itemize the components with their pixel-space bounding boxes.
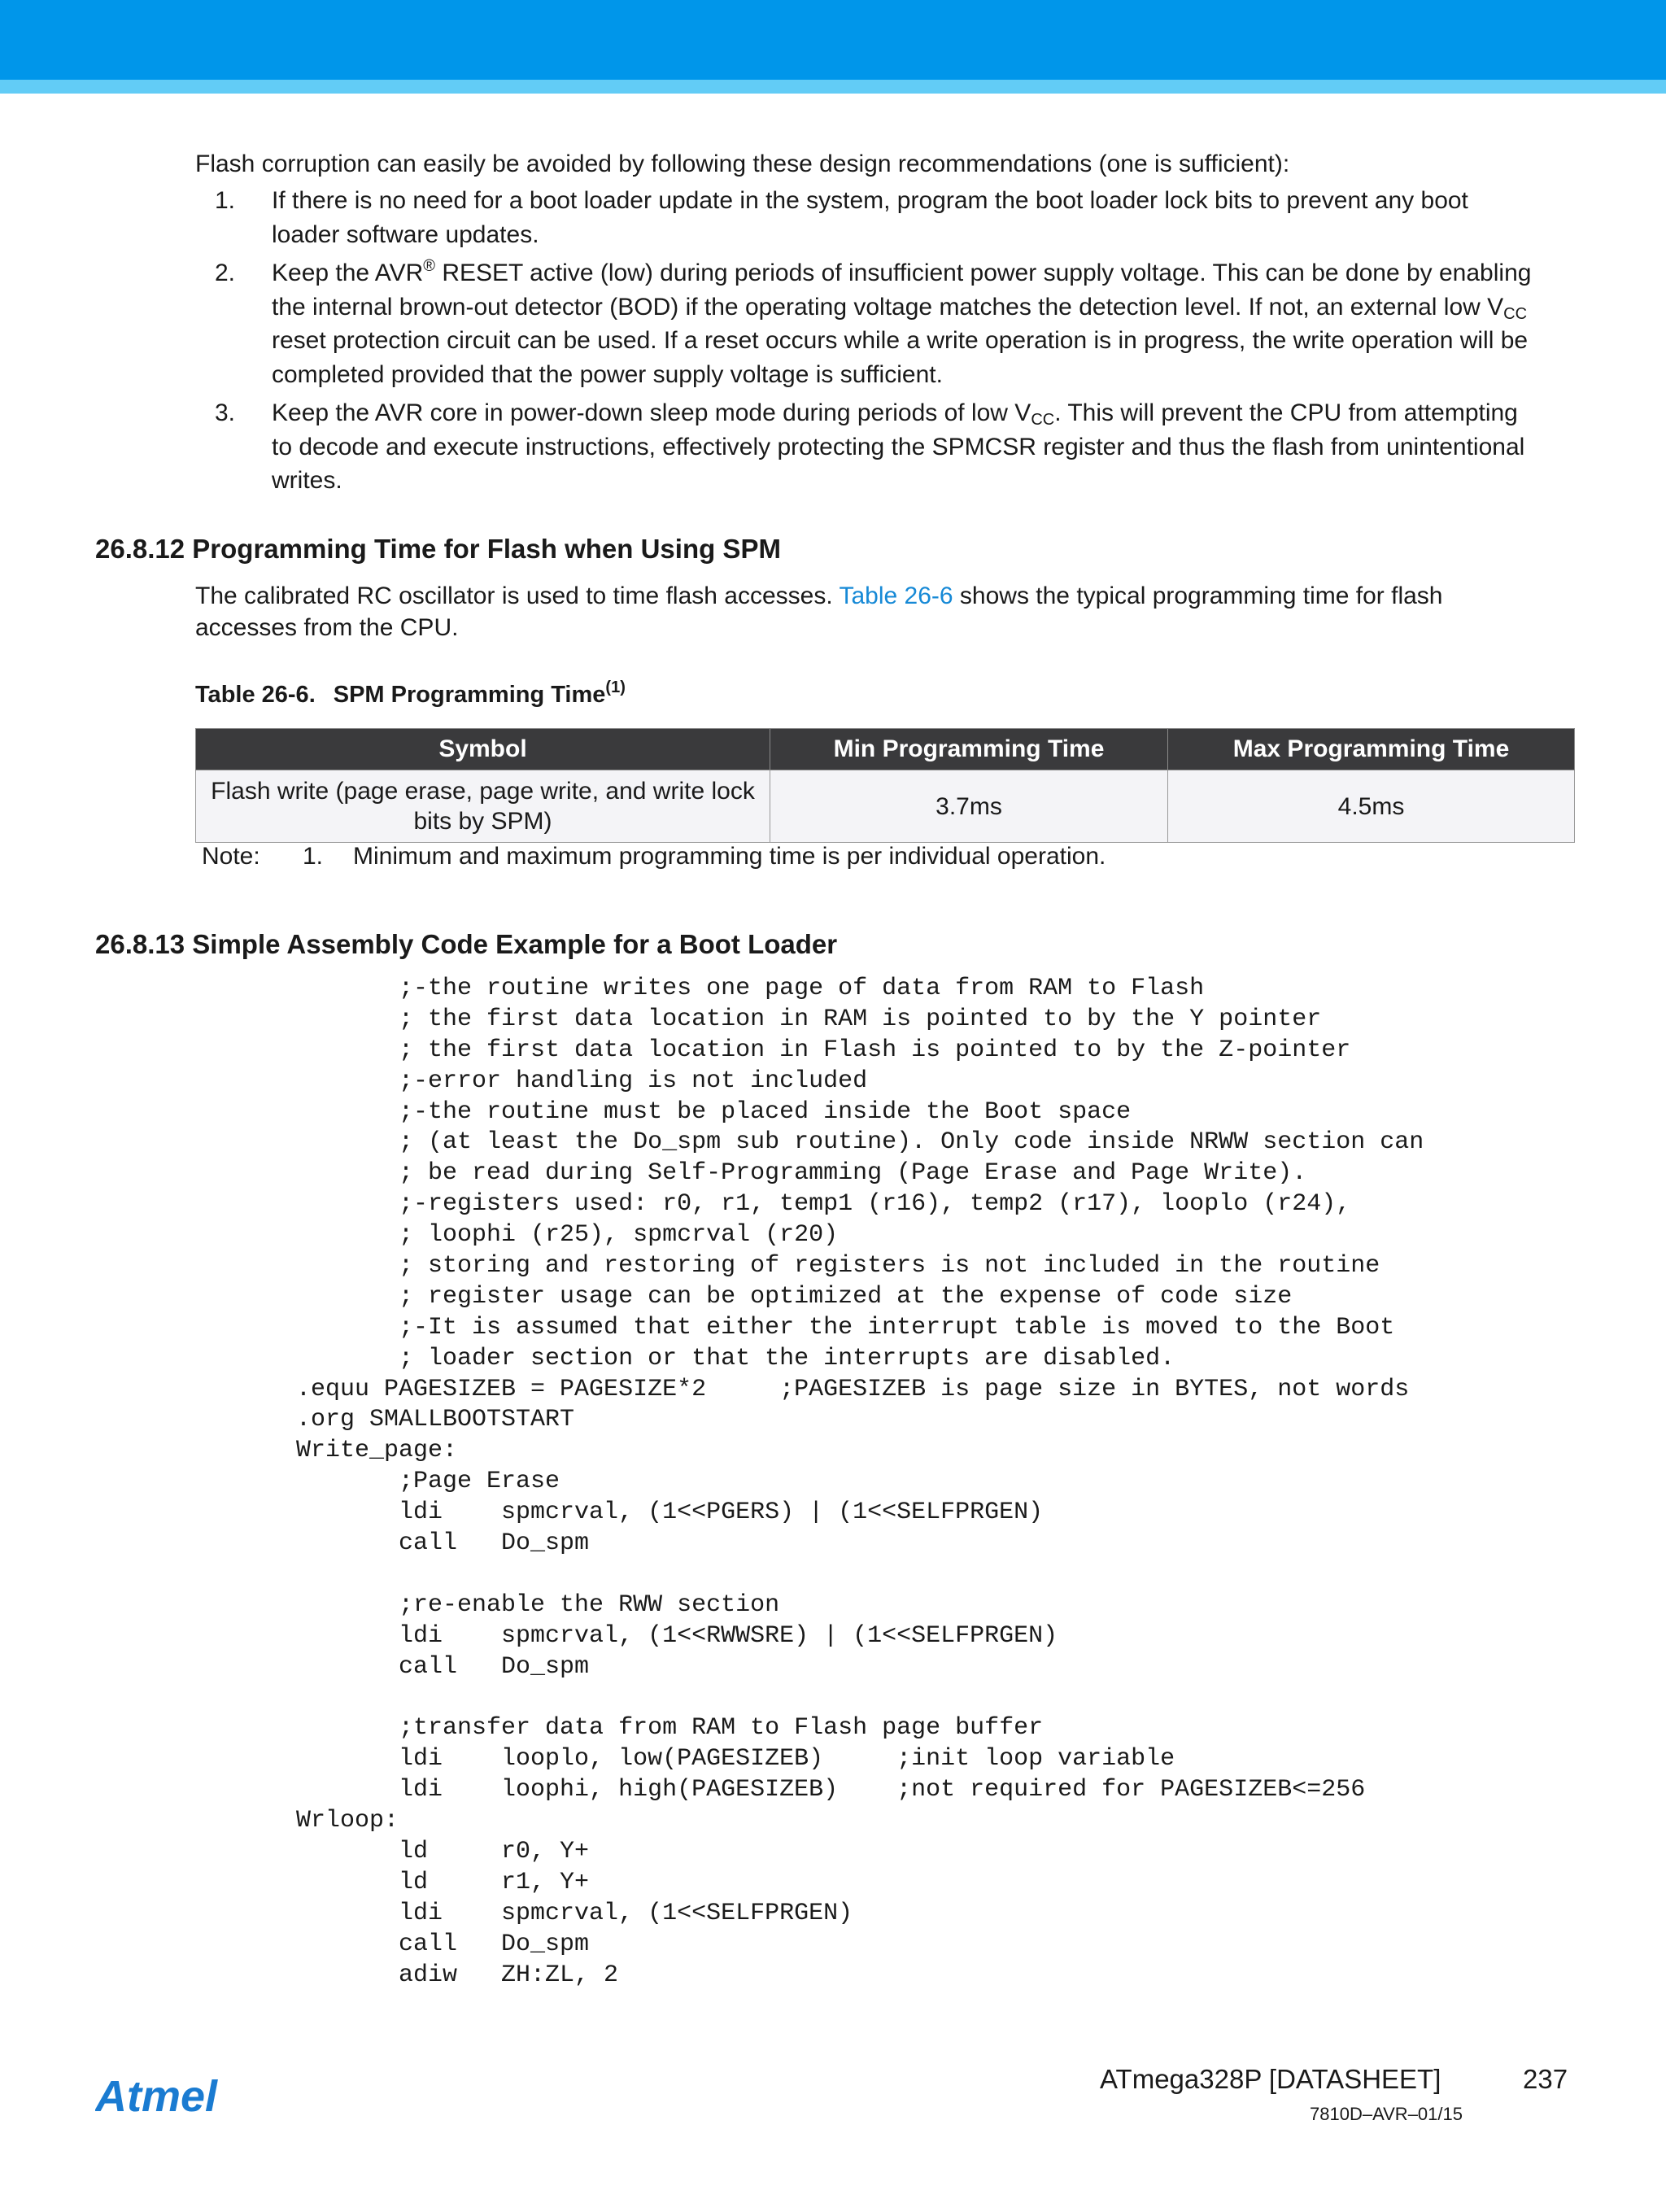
code-line: ldi spmcrval, (1<<PGERS) | (1<<SELFPRGEN) xyxy=(296,1499,1044,1527)
code-line: Write_page: xyxy=(296,1437,458,1465)
code-line: ;-error handling is not included xyxy=(296,1067,868,1095)
column-header: Min Programming Time xyxy=(770,729,1168,770)
list-item-number: 3. xyxy=(215,399,236,426)
code-line: ; be read during Self-Programming (Page Erase and Page Write). xyxy=(296,1159,1307,1188)
section-number: 26.8.13 xyxy=(95,929,185,959)
table-title: SPM Programming Time xyxy=(333,682,606,708)
section-title: Programming Time for Flash when Using SPM xyxy=(192,534,781,564)
list-item-number: 2. xyxy=(215,260,236,286)
code-line: ldi loophi, high(PAGESIZEB) ;not required for PAGESIZEB<=256 xyxy=(296,1776,1366,1804)
recommendation-list xyxy=(195,184,1537,503)
code-line: ld r1, Y+ xyxy=(296,1868,590,1896)
footer-document-number: 7810D–AVR–01/15 xyxy=(1310,2104,1463,2124)
code-line: ldi looplo, low(PAGESIZEB) ;init loop variable xyxy=(296,1745,1175,1774)
list-item xyxy=(195,256,1537,391)
code-line: ;-the routine must be placed inside the Boot space xyxy=(296,1097,1132,1126)
code-line: ; loophi (r25), spmcrval (r20) xyxy=(296,1221,839,1250)
column-header: Symbol xyxy=(196,729,770,770)
list-item-text: If there is no need for a boot loader update in the system, program the boot loader lock bits to prevent any boot loader software updates. xyxy=(272,187,1468,248)
subscript-cc: CC xyxy=(1503,304,1528,323)
table-caption xyxy=(195,678,626,711)
code-line xyxy=(296,1560,1424,1590)
section-paragraph: The calibrated RC oscillator is used to time flash accesses. Table 26-6 shows the typical programming time for flash accesses from the CPU. xyxy=(195,582,1443,641)
code-line: ;transfer data from RAM to Flash page buffer xyxy=(296,1714,1044,1743)
list-item xyxy=(195,184,1537,251)
code-line: ; (at least the Do_spm sub routine). Only code inside NRWW section can xyxy=(296,1128,1424,1157)
code-line: ; the first data location in RAM is pointed to by the Y pointer xyxy=(296,1005,1322,1033)
note-text: Minimum and maximum programming time is per individual operation. xyxy=(353,843,1106,870)
table-note xyxy=(202,840,1106,873)
list-item xyxy=(195,396,1537,498)
table-cell: 3.7ms xyxy=(770,770,1168,843)
code-line: ; register usage can be optimized at the expense of code size xyxy=(296,1282,1293,1311)
table-cell: Flash write (page erase, page write, and write lock bits by SPM) xyxy=(196,770,770,843)
list-item-text: Keep the AVR core in power-down sleep mode during periods of low $V_{CC}$. This will prevent the CPU from attempting to decode and execute instructions, effectively protecting the SPMCSR register and thus the flash from unintentional writes. xyxy=(272,399,1525,494)
code-line: ;Page Erase xyxy=(296,1468,560,1496)
code-line: ; loader section or that the interrupts are disabled. xyxy=(296,1344,1175,1372)
table-row xyxy=(196,770,1575,843)
svg-text:Atmel: Atmel xyxy=(95,2072,218,2121)
code-line: ldi spmcrval, (1<<RWWSRE) | (1<<SELFPRGEN) xyxy=(296,1621,1058,1650)
note-label: Note: xyxy=(202,843,260,870)
code-line: ; storing and restoring of registers is not included in the routine xyxy=(296,1252,1380,1281)
table-footnote-mark: (1) xyxy=(605,678,626,696)
code-line: adiw ZH:ZL, 2 xyxy=(296,1961,619,1989)
section-heading-26-8-12 xyxy=(95,533,781,565)
footer-document-title: ATmega328P [DATASHEET] xyxy=(1100,2064,1441,2094)
code-line: ;-It is assumed that either the interrupt table is moved to the Boot xyxy=(296,1313,1395,1342)
code-line: call Do_spm xyxy=(296,1930,590,1958)
footer-page-number: 237 xyxy=(1523,2064,1568,2094)
header-band-line xyxy=(0,80,1666,94)
table-header-row xyxy=(196,729,1575,770)
code-line: ;-registers used: r0, r1, temp1 (r16), temp2 (r17), looplo (r24), xyxy=(296,1190,1351,1219)
table-cell: 4.5ms xyxy=(1168,770,1575,843)
code-line: ;-the routine writes one page of data from RAM to Flash xyxy=(296,975,1205,1002)
code-line xyxy=(296,1682,1424,1713)
section-title: Simple Assembly Code Example for a Boot Loader xyxy=(192,929,838,959)
section-heading-26-8-13 xyxy=(95,928,837,961)
intro-paragraph: Flash corruption can easily be avoided by following these design recommendations (one is sufficient): xyxy=(195,151,1290,177)
code-line: call Do_spm xyxy=(296,1529,590,1558)
subscript-cc: CC xyxy=(1031,411,1055,429)
atmel-logo xyxy=(95,2070,242,2121)
code-line: ldi spmcrval, (1<<SELFPRGEN) xyxy=(296,1899,853,1927)
code-line: ; the first data location in Flash is pointed to by the Z-pointer xyxy=(296,1036,1351,1064)
code-line: ld r0, Y+ xyxy=(296,1837,590,1865)
note-number: 1. xyxy=(303,843,324,870)
assembly-code-block xyxy=(296,974,1424,1991)
code-line: .org SMALLBOOTSTART xyxy=(296,1406,575,1434)
code-line: .equu PAGESIZEB = PAGESIZE*2 ;PAGESIZEB is page size in BYTES, not words xyxy=(296,1375,1410,1403)
section-number: 26.8.12 xyxy=(95,534,185,564)
spm-programming-time-table xyxy=(195,728,1575,843)
code-line: Wrloop: xyxy=(296,1807,399,1835)
table-label: Table 26-6. xyxy=(195,682,316,708)
list-item-text: Keep the AVR® RESET active (low) during periods of insufficient power supply voltage. This can be done by enabling the internal brown-out detector (BOD) if the operating voltage matches the detection level. If not, an external low $V_{CC}$ reset protection circuit can be used. If a reset occurs while a write operation is in progress, the write operation will be completed provided that the power supply voltage is sufficient. xyxy=(272,257,1532,388)
header-band xyxy=(0,0,1666,80)
list-item-number: 1. xyxy=(215,187,236,214)
table-link[interactable]: Table 26-6 xyxy=(839,582,953,609)
code-line: ;re-enable the RWW section xyxy=(296,1590,780,1619)
column-header: Max Programming Time xyxy=(1168,729,1575,770)
code-line: call Do_spm xyxy=(296,1652,590,1681)
registered-mark: ® xyxy=(423,257,435,275)
